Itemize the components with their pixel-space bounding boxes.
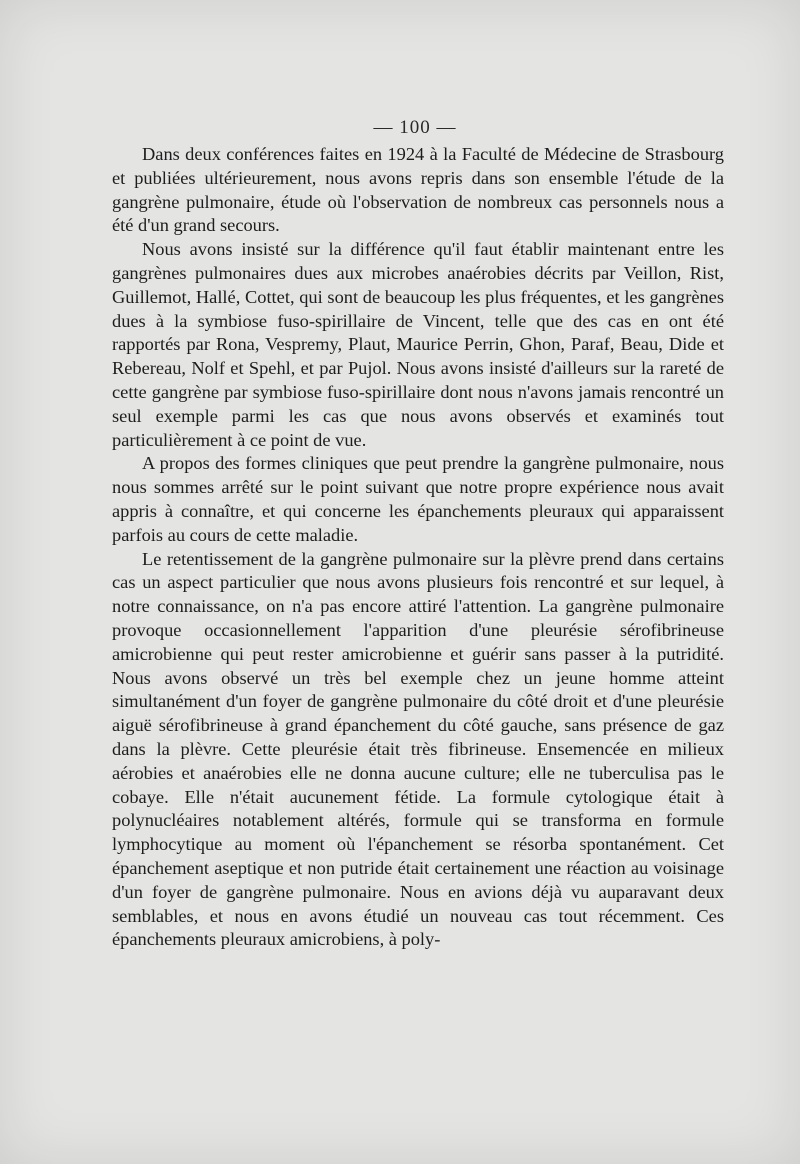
page-number: — 100 — bbox=[373, 117, 457, 138]
paragraph-2: Nous avons insisté sur la différence qu'il faut établir maintenant entre les gangrènes pulmonaires dues aux microbes anaérobies décrits par Veillon, Rist, Guillemot, Hallé, Cottet, qui sont de beaucoup les plus fréquentes, et les gangrènes dues à la symbiose fuso-spirillaire de Vincent, telle que des cas en ont été rapportés par Rona, Vespremy, Plaut, Maurice Perrin, Ghon, Paraf, Beau, Dide et Rebereau, Nolf et Spehl, et par Pujol. Nous avons insisté d'ailleurs sur la rareté de cette gangrène par symbiose fuso-spirillaire dont nous n'avons jamais rencontré un seul exemple parmi les cas que nous avons observés et examinés tout particulièrement à ce point de vue. bbox=[112, 239, 724, 450]
body-text bbox=[112, 143, 724, 952]
paragraph-1: Dans deux conférences faites en 1924 à la Faculté de Médecine de Strasbourg et publiées ultérieurement, nous avons repris dans son ensemble l'étude de la gangrène pulmonaire, étude où l'observation de nombreux cas personnels nous a été d'un grand secours. bbox=[112, 144, 724, 236]
paragraph-3: A propos des formes cliniques que peut prendre la gangrène pulmonaire, nous nous sommes arrêté sur le point suivant que notre propre expérience nous avait appris à connaître, et qui concerne les épanchements pleuraux qui apparaissent parfois au cours de cette maladie. bbox=[112, 453, 724, 545]
paragraph-4: Le retentissement de la gangrène pulmonaire sur la plèvre prend dans certains cas un aspect particulier que nous avons plusieurs fois rencontré et sur lequel, à notre connaissance, on n'a pas encore attiré l'attention. La gangrène pulmonaire provoque occasionnellement l'apparition d'une pleurésie sérofibrineuse amicrobienne qui peut rester amicrobienne et guérir sans passer à la putridité. Nous avons observé un très bel exemple chez un jeune homme atteint simultanément d'un foyer de gangrène pulmonaire du côté droit et d'une pleurésie aiguë sérofibrineuse à grand épanchement du côté gauche, sans présence de gaz dans la plèvre. Cette pleurésie était très fibrineuse. Ensemencée en milieux aérobies et anaérobies elle ne donna aucune culture; elle ne tuberculisa pas le cobaye. Elle n'était aucunement fétide. La formule cytologique était à polynucléaires notablement altérés, formule qui se transforma en formule lymphocytique au moment où l'épanchement se résorba spontanément. Cet épanchement aseptique et non putride était certainement une réaction au voisinage d'un foyer de gangrène pulmonaire. Nous en avions déjà vu auparavant deux semblables, et nous en avons étudié un nouveau cas tout récemment. Ces épanchements pleuraux amicrobiens, à poly- bbox=[112, 548, 724, 950]
